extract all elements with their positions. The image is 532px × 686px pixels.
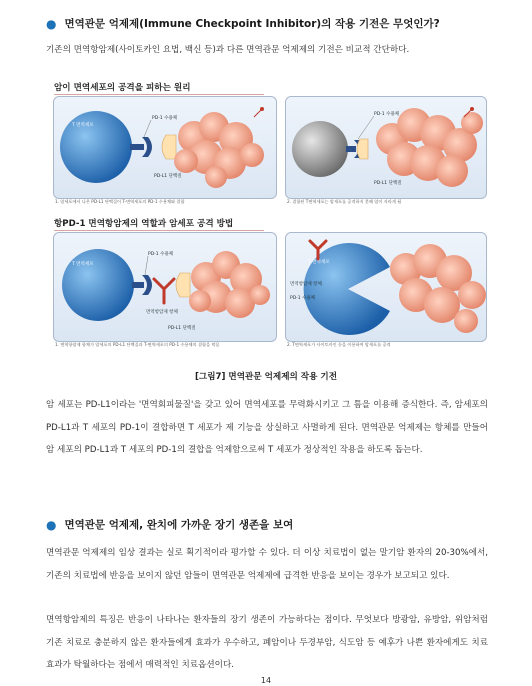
panel-2-illustration: [286, 97, 486, 198]
panel-4-illustration: [286, 233, 486, 341]
section-heading-survival: [46, 517, 293, 532]
intro-paragraph: 기존의 면역항암제(사이토카인 요법, 백신 등)과 다른 면역관문 억제제의 기전은 비교적 간단하다.: [46, 45, 410, 55]
t-cell-shape: [60, 111, 132, 183]
panel-2-caption: 2. 결합된 T면역세포는 암세포를 공격하지 못해 암이 자라게 됨: [287, 199, 402, 204]
figure-panel-3: [53, 232, 277, 342]
bullet-icon: ●: [46, 518, 57, 532]
mechanism-paragraph: 암 세포는 PD-L1이라는 '면역회피물질'을 갖고 있어 면역세포를 무력화시키고 그 틈을 이용해 증식한다. 즉, 암세포의 PD-L1과 T 세포의 PD-1이 결합하면 T 세포가 제 기능을 상실하고 사멸하게 된다. 면역관문 억제제는 항체를 만들어 암 세포의 PD-L1과 T 세포의 PD-1의 결합을 억제함으로써 T 세포가 정상적인 작용을 하도록 돕는다.: [46, 400, 488, 455]
tumor-cluster: [390, 244, 486, 333]
figure-title-underline: [54, 230, 264, 231]
antibody-label: 면역항암제 항체: [146, 310, 178, 315]
page-number: 14: [260, 676, 272, 685]
antibody-shape: [154, 279, 174, 303]
panel-1-caption: 1. 암세포에서 나온 PD-L1 단백질이 T-면역세포의 PD-1 수용체와 결합: [55, 199, 185, 204]
figure-bottom-title: 항PD-1 면역항암제의 역할과 암세포 공격 방법: [54, 219, 234, 229]
tumor-cluster: [189, 251, 270, 318]
pdl1-protein-shape: [176, 273, 190, 297]
pd1-label: PD-1 수용체: [148, 252, 174, 257]
figure-top-title: 암이 면역세포의 공격을 피하는 원리: [54, 83, 191, 93]
pdl1-protein-shape: [162, 135, 176, 159]
figure-panel-1: [53, 96, 277, 199]
bullet-icon: ●: [46, 17, 57, 31]
pdl1-label: PD-L1 단백질: [168, 326, 196, 331]
t-cell-label: T 면역세포: [308, 260, 330, 265]
pd1-label: PD-1 수용체: [374, 112, 400, 117]
panel-1-illustration: [54, 97, 276, 198]
pd1-label: PD-1 수용체: [290, 296, 316, 301]
antibody-label: 면역항암제 항체: [290, 282, 322, 287]
section-heading-mechanism: [46, 16, 440, 31]
pdl1-label: PD-L1 단백질: [154, 174, 182, 179]
figure-caption: [그림7] 면역관문 억제제의 작용 기전: [194, 372, 338, 382]
panel-3-caption: 1. 면역항암제 항체가 암세포의 PD-L1 단백질과 T-면역세포의 PD-1 수용체의 결합을 막음: [55, 342, 220, 347]
section-heading-text: 면역관문 억제제, 완치에 가까운 장기 생존을 보여: [64, 519, 294, 531]
section-heading-text: 면역관문 억제제(Immune Checkpoint Inhibitor)의 작용 기전은 무엇인가?: [64, 18, 440, 30]
panel-4-caption: 2. T면역세포가 사이토카인 등을 이용하여 암세포를 공격: [287, 342, 391, 347]
pd1-label: PD-1 수용체: [152, 116, 178, 121]
figure-title-underline: [54, 94, 264, 95]
figure-panel-2: [285, 96, 487, 199]
panel-3-illustration: [54, 233, 276, 341]
t-cell-label: T 면역세포: [72, 123, 94, 128]
figure-panel-4: [285, 232, 487, 342]
survival-paragraph-1: 면역관문 억제제의 임상 결과는 실로 획기적이라 평가할 수 있다. 더 이상 치료법이 없는 말기암 환자의 20-30%에서, 기존의 치료법에 반응을 보이지 않던 암들이 면역관문 억제제에 급격한 반응을 보이는 경우가 보고되고 있다.: [46, 548, 488, 581]
pdl1-label: PD-L1 단백질: [374, 181, 402, 186]
inactive-t-cell-shape: [292, 121, 348, 177]
tumor-cluster: [174, 112, 264, 188]
tumor-cluster: [376, 108, 483, 187]
pd1-stem: [130, 144, 144, 150]
survival-paragraph-2: 면역항암제의 특징은 반응이 나타나는 환자들의 장기 생존이 가능하다는 점이다. 무엇보다 방광암, 유방암, 위암처럼 기존 치료로 충분하지 않은 환자들에게 효과가 우수하고, 폐암이나 두경부암, 식도암 등 예후가 나쁜 환자에게도 치료효과가 탁월하다는 점에서 매력적인 치료옵션이다.: [46, 615, 488, 670]
t-cell-label: T 면역세포: [72, 262, 94, 267]
t-cell-shape: [62, 249, 134, 321]
pdl1-protein-shape: [357, 139, 368, 159]
